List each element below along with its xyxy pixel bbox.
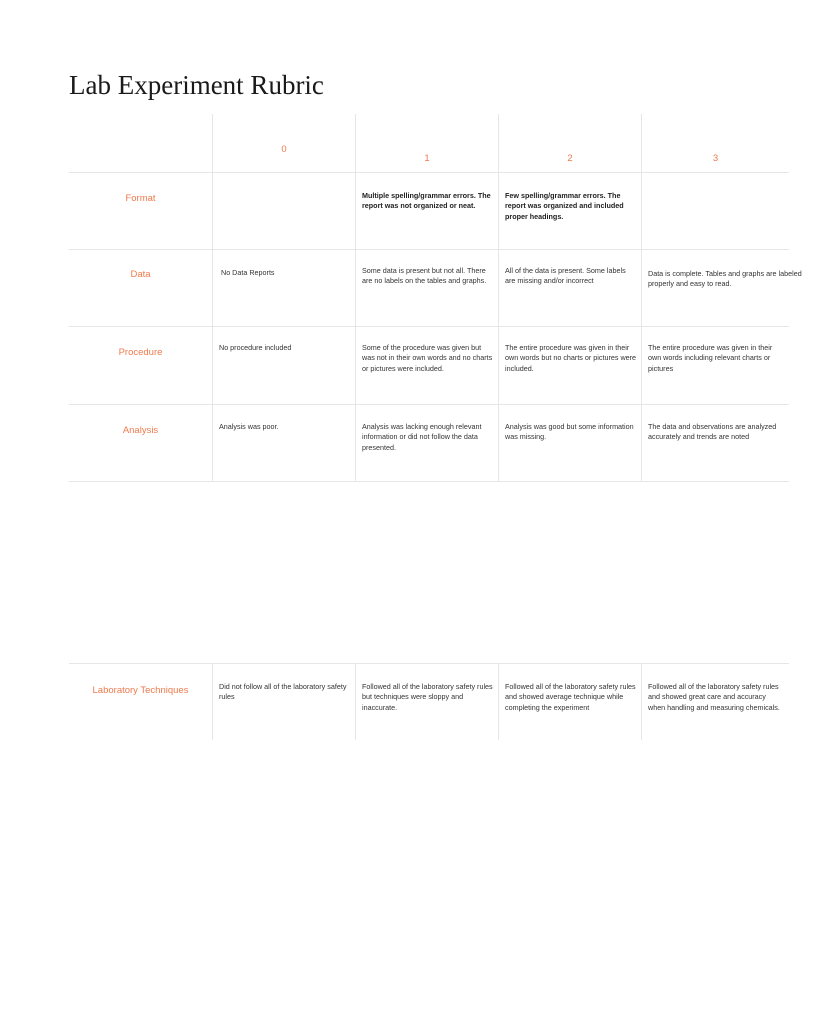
score-header: 0 <box>281 144 287 155</box>
table-row <box>69 663 789 740</box>
description-text: The data and observations are analyzed accurately and trends are noted <box>648 422 777 442</box>
description-cell <box>355 327 498 404</box>
description-cell <box>212 250 355 326</box>
description-cell <box>641 173 789 249</box>
description-cell <box>641 405 789 481</box>
header-cell-criterion <box>69 114 212 172</box>
header-cell-score-0 <box>212 114 355 172</box>
criterion-cell <box>69 664 212 740</box>
table-row <box>69 173 789 250</box>
criterion-label: Data <box>130 269 151 280</box>
description-text: Multiple spelling/grammar errors. The report was not organized or neat. <box>362 191 491 211</box>
description-text: Some of the procedure was given but was not in their own words and no charts or pictures were included. <box>362 343 493 373</box>
description-text: Some data is present but not all. There are no labels on the tables and graphs. <box>362 266 487 286</box>
description-text: Followed all of the laboratory safety rules but techniques were sloppy and inaccurate. <box>362 682 493 712</box>
criterion-cell <box>69 250 212 326</box>
description-text: Followed all of the laboratory safety rules and showed average technique while completing the experiment <box>505 682 636 712</box>
description-text: The entire procedure was given in their own words but no charts or pictures were included. <box>505 343 637 373</box>
description-cell <box>641 664 789 740</box>
description-text: Did not follow all of the laboratory safety rules <box>219 682 347 702</box>
description-text: No Data Reports <box>221 268 275 277</box>
description-cell <box>212 173 355 249</box>
description-cell <box>355 250 498 326</box>
description-text: Analysis was good but some information was missing. <box>505 422 634 442</box>
criterion-cell <box>69 173 212 249</box>
score-header: 1 <box>424 153 430 164</box>
description-cell <box>498 405 641 481</box>
description-cell <box>355 405 498 481</box>
description-cell <box>212 405 355 481</box>
table-header-row <box>69 114 789 173</box>
description-text: All of the data is present. Some labels are missing and/or incorrect <box>505 266 626 286</box>
description-text: Analysis was poor. <box>219 422 279 431</box>
description-text: Few spelling/grammar errors. The report was organized and included proper headings. <box>505 191 624 221</box>
description-cell <box>355 173 498 249</box>
description-cell <box>212 327 355 404</box>
rubric-table <box>69 114 802 482</box>
criterion-cell <box>69 327 212 404</box>
score-header: 3 <box>712 153 719 164</box>
criterion-label: Analysis <box>122 425 159 436</box>
criterion-cell <box>69 405 212 481</box>
table-row <box>69 405 789 482</box>
score-header: 2 <box>567 153 573 164</box>
description-text: No procedure included <box>219 343 292 352</box>
description-cell <box>498 327 641 404</box>
rubric-table-continued <box>69 663 789 740</box>
description-cell <box>498 173 641 249</box>
description-text: The entire procedure was given in their own words including relevant charts or pictures <box>648 343 773 373</box>
table-row <box>69 250 802 327</box>
description-cell <box>641 250 802 326</box>
criterion-label: Procedure <box>118 347 163 358</box>
header-cell-score-1 <box>355 114 498 172</box>
description-text: Data is complete. Tables and graphs are labeled properly and easy to read. <box>648 269 802 289</box>
description-cell <box>355 664 498 740</box>
criterion-label: Laboratory Techniques <box>92 685 189 696</box>
table-row <box>69 327 789 405</box>
page-title: Lab Experiment Rubric <box>69 70 324 100</box>
description-cell <box>498 250 641 326</box>
description-cell <box>498 664 641 740</box>
description-text: Analysis was lacking enough relevant information or did not follow the data presented. <box>362 422 482 452</box>
description-text: Followed all of the laboratory safety rules and showed great care and accuracy when handling and measuring chemicals. <box>648 682 780 712</box>
header-cell-score-2 <box>498 114 641 172</box>
criterion-label: Format <box>125 193 156 204</box>
description-cell <box>212 664 355 740</box>
description-cell <box>641 327 789 404</box>
header-cell-score-3 <box>641 114 789 172</box>
